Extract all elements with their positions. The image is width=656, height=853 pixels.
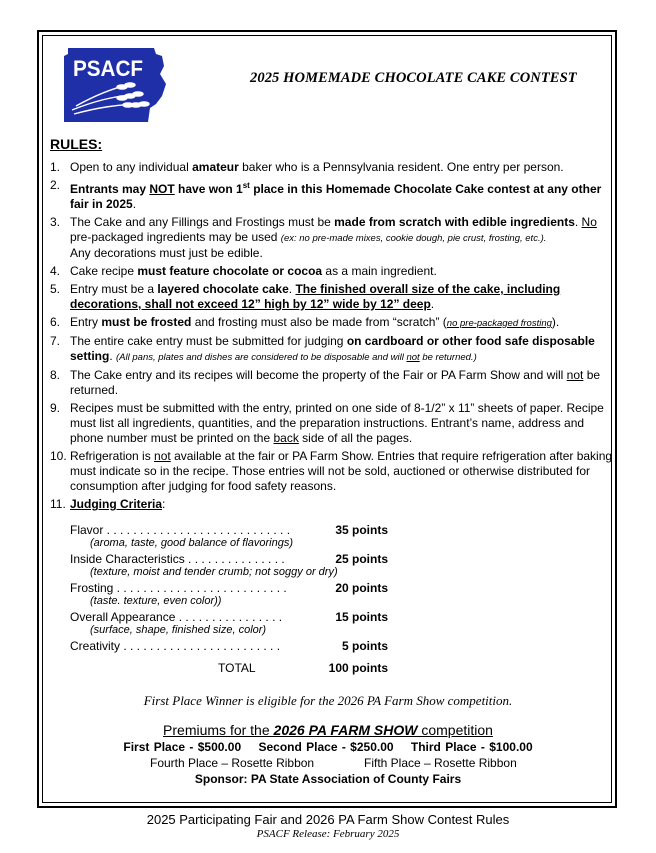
rule-number: 11. <box>50 497 66 511</box>
rule-text: pre-packaged ingredients may be used <box>70 230 281 244</box>
rule-text: made from scratch with edible ingredients <box>334 214 575 229</box>
criteria-total-row <box>70 661 400 675</box>
rule-number: 9. <box>50 400 61 415</box>
rule-text: The finished overall size of the cake, including decorations, shall not exceed 12” high by 12” wide by 12” deep <box>70 281 561 311</box>
rule-text: The entire cake entry must be submitted for judging <box>70 333 347 348</box>
rule-number: 2. <box>50 177 61 192</box>
rule-text: (All pans, plates and dishes are considered to be disposable and will <box>116 351 407 363</box>
rules-heading: RULES: <box>50 136 103 152</box>
rule-text: Any decorations must just be edible. <box>70 246 263 261</box>
contest-title: 2025 HOMEMADE CHOCOLATE CAKE CONTEST <box>250 70 577 86</box>
rule-text: be returned. <box>70 367 601 397</box>
rules-list <box>50 160 615 515</box>
rule-text: Entrants may <box>70 181 150 196</box>
rule-text: Open to any individual <box>70 160 193 174</box>
fourth-place-premium: Fourth Place – Rosette Ribbon <box>150 756 315 770</box>
rule-text: must be frosted <box>101 314 192 329</box>
rule-text: no pre-packaged frosting <box>446 317 552 329</box>
rule-item <box>50 215 615 262</box>
eligibility-note: First Place Winner is eligible for the 2026 PA Farm Show competition. <box>143 693 513 708</box>
rule-text: Cake recipe <box>70 264 138 278</box>
rule-number: 8. <box>50 367 61 382</box>
footer-title: 2025 Participating Fair and 2026 PA Farm Show Contest Rules <box>146 812 510 827</box>
criteria-description: (surface, shape, finished size, color) <box>90 624 267 636</box>
criteria-description: (taste. texture, even color)) <box>90 595 222 607</box>
criteria-description: (texture, moist and tender crumb; not soggy or dry) <box>90 566 338 578</box>
logo-text: PSACF <box>73 56 143 81</box>
rule-text: The Cake and any Fillings and Frostings must be <box>70 214 335 229</box>
criteria-row <box>70 523 400 537</box>
rule-number: 10. <box>50 448 67 463</box>
criteria-row <box>70 639 400 653</box>
rule-text: No <box>581 214 597 229</box>
rule-text: st <box>242 180 250 190</box>
criteria-points: 35 points <box>335 523 388 537</box>
rule-text: on cardboard or other food safe disposable setting <box>70 333 595 363</box>
first-place-premium: First Place - $500.00 <box>123 740 242 754</box>
rule-text: side of all the pages. <box>298 431 413 445</box>
rule-number: 1. <box>50 160 61 174</box>
rule-text: . <box>288 281 296 296</box>
criteria-row <box>70 610 400 624</box>
footer-release: PSACF Release: February 2025 <box>256 828 400 840</box>
rule-item <box>50 449 615 495</box>
total-label: TOTAL <box>218 661 256 675</box>
rule-text: . <box>109 348 117 363</box>
criteria-label: Flavor . . . . . . . . . . . . . . . . . . . . . . . . . . . . <box>70 523 291 537</box>
criteria-points: 5 points <box>341 639 388 653</box>
rule-text: and frosting must also be made from “scratch” ( <box>191 314 447 329</box>
rule-text: not <box>154 448 171 463</box>
rule-text: place in this Homemade Chocolate Cake contest at any other fair in 2025 <box>70 181 602 211</box>
premiums-cash-line <box>0 740 656 754</box>
criteria-points: 15 points <box>335 610 388 624</box>
criteria-points: 20 points <box>335 581 388 595</box>
rule-text: have won 1 <box>174 181 243 196</box>
rule-item <box>50 334 615 365</box>
sponsor-line: Sponsor: PA State Association of County Fairs <box>194 772 462 786</box>
criteria-label: Inside Characteristics . . . . . . . . . . . . . . . <box>70 552 285 566</box>
rule-text: . <box>574 214 582 229</box>
rule-item <box>50 264 615 279</box>
rule-text: . <box>430 297 435 311</box>
rule-text: Entry must be a <box>70 281 158 296</box>
premiums-title <box>0 722 656 738</box>
rule-item <box>50 160 615 175</box>
rule-text: available at the fair or PA Farm Show. Entries that require refrigeration after baking must indicate so in the recipe. Those entries will not be sold, auctioned or otherwise distributed for consumption after judging for food safety reasons. <box>70 448 613 494</box>
rule-text: layered chocolate cake <box>157 281 289 296</box>
psacf-logo <box>62 44 168 126</box>
rule-text: must feature chocolate or cocoa <box>137 264 323 278</box>
rule-text: NOT <box>149 181 175 196</box>
criteria-description: (aroma, taste, good balance of flavorings) <box>90 537 294 549</box>
rule-item <box>50 315 615 331</box>
third-place-premium: Third Place - $100.00 <box>410 740 533 754</box>
criteria-label: Frosting . . . . . . . . . . . . . . . . . . . . . . . . . . <box>70 581 287 595</box>
rule-text: Judging Criteria <box>70 497 163 511</box>
rule-text: (ex: no pre-made mixes, cookie dough, pie crust, frosting, etc.). <box>280 233 547 244</box>
criteria-label: Overall Appearance . . . . . . . . . . . . . . . . <box>70 610 283 624</box>
premiums-title-suffix: competition <box>417 722 493 738</box>
rule-text: not <box>566 367 584 382</box>
criteria-row <box>70 581 400 595</box>
rule-number: 5. <box>50 281 61 296</box>
judging-criteria-table <box>70 523 400 675</box>
rule-text: Refrigeration is <box>70 448 155 463</box>
rule-item <box>50 401 615 447</box>
fifth-place-premium: Fifth Place – Rosette Ribbon <box>364 756 517 770</box>
rule-item <box>50 497 615 512</box>
rule-text: The Cake entry and its recipes will become the property of the Fair or PA Farm Show and will <box>70 367 567 382</box>
rule-text: be returned.) <box>419 351 477 363</box>
criteria-label: Creativity . . . . . . . . . . . . . . . . . . . . . . . . <box>70 639 281 653</box>
rule-number: 7. <box>50 333 61 348</box>
rule-text: Recipes must be submitted with the entry, printed on one side of 8-1/2” x 11” sheets of paper. Recipe must list all ingredients, quantities, and the preparation instructions. Entrant’s name, address and phone number must be printed on the <box>70 400 604 445</box>
rule-text: as a main ingredient. <box>322 264 437 278</box>
rule-item <box>50 178 615 212</box>
rule-text: not <box>406 351 420 363</box>
rule-text: back <box>273 431 299 445</box>
rule-item <box>50 282 615 312</box>
total-points: 100 points <box>328 661 388 675</box>
rule-text: : <box>162 497 166 511</box>
premiums-title-bold: 2026 PA FARM SHOW <box>273 722 418 738</box>
rule-number: 3. <box>50 214 61 229</box>
rule-text: ). <box>551 314 560 329</box>
rule-text: . <box>132 197 137 211</box>
rule-number: 6. <box>50 314 61 329</box>
second-place-premium: Second Place - $250.00 <box>258 740 394 754</box>
rule-text: baker who is a Pennsylvania resident. One entry per person. <box>238 160 564 174</box>
rule-text: amateur <box>192 160 239 174</box>
rule-item <box>50 368 615 398</box>
rule-text: Entry <box>70 314 102 329</box>
premiums-title-prefix: Premiums for the <box>163 722 274 738</box>
criteria-points: 25 points <box>335 552 388 566</box>
criteria-row <box>70 552 400 566</box>
rule-number: 4. <box>50 264 61 278</box>
